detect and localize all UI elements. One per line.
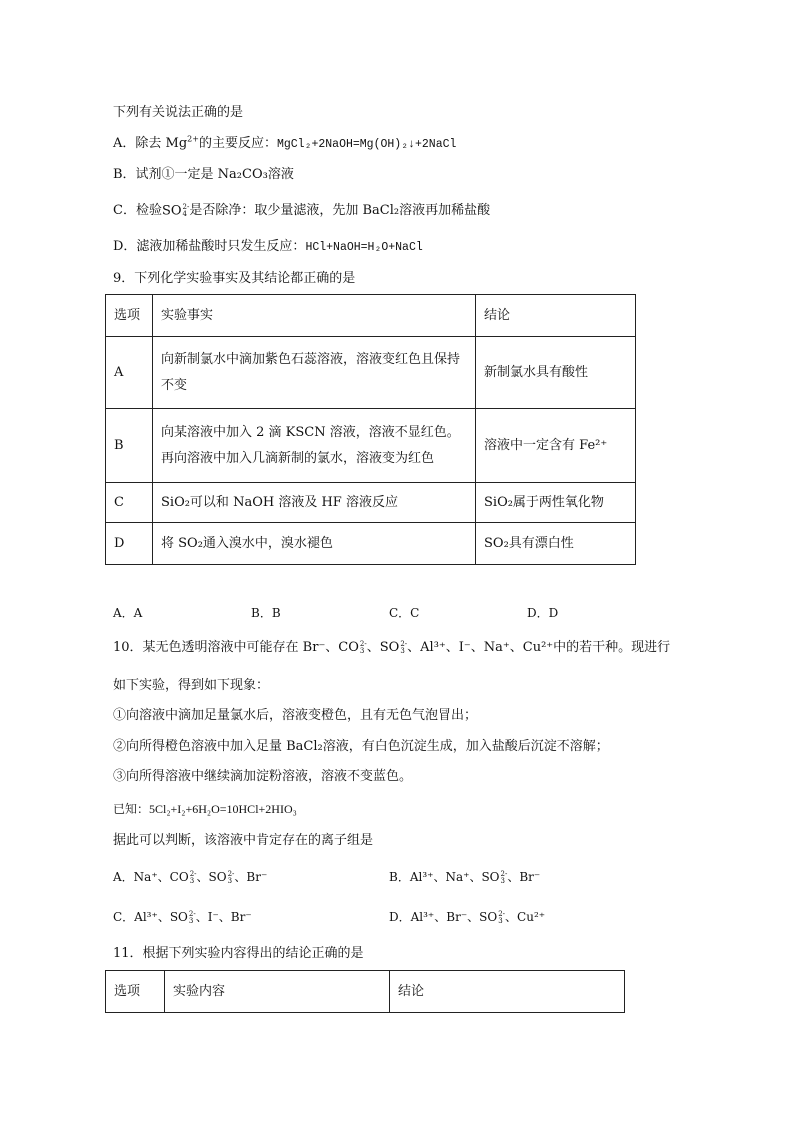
q8-option-b: B．试剂①一定是 Na₂CO₃溶液	[113, 167, 294, 182]
table-header: 选项	[106, 295, 153, 337]
table-header: 结论	[390, 971, 625, 1013]
q10-step-1: ①向溶液中滴加足量氯水后，溶液变橙色，且有无色气泡冒出；	[113, 708, 478, 723]
q9-option-a: A．A	[113, 606, 143, 620]
q11-table	[105, 970, 625, 1013]
q8-option-a: A．除去 $Mg^{2+}$的主要反应：MgCl₂+2NaOH=Mg(OH)₂↓+2NaCl	[113, 134, 457, 151]
table-cell: 将 SO₂通入溴水中，溴水褪色	[153, 523, 476, 565]
q10-option-c: C．Al³⁺、SO 2- 3 、I⁻、Br⁻	[113, 909, 252, 925]
q10-step-2: ②向所得橙色溶液中加入足量 BaCl₂溶液，有白色沉淀生成，加入盐酸后沉淀不溶解；	[113, 739, 609, 754]
table-header: 实验内容	[165, 971, 390, 1013]
q9-stem: 9．下列化学实验事实及其结论都正确的是	[113, 271, 356, 286]
table-row	[106, 337, 636, 409]
q9-option-c: C．C	[389, 606, 420, 620]
table-row	[106, 409, 636, 483]
q8-option-c: C．检验SO 2- 4 是否除净：取少量滤液，先加 BaCl₂溶液再加稀盐酸	[113, 202, 491, 218]
table-header: 实验事实	[153, 295, 476, 337]
table-header: 选项	[106, 971, 165, 1013]
table-cell: 向某溶液中加入 2 滴 KSCN 溶液，溶液不显红色。再向溶液中加入几滴新制的氯水，溶液变为红色	[153, 409, 476, 483]
q8-option-d: D．滤液加稀盐酸时只发生反应：HCl+NaOH=H₂O+NaCl	[113, 239, 423, 254]
q10-option-b: B．Al³⁺、Na⁺、SO 2- 3 、Br⁻	[389, 869, 541, 885]
table-row	[106, 523, 636, 565]
q10-option-d: D．Al³⁺、Br⁻、SO 2- 3 、Cu²⁺	[389, 909, 546, 925]
table-cell: SiO₂可以和 NaOH 溶液及 HF 溶液反应	[153, 483, 476, 523]
q10-known: 已知：5Cl₂+I₂+6H₂O=10HCl+2HIO₃	[113, 802, 297, 816]
table-cell: C	[106, 483, 153, 523]
q9-table	[105, 294, 636, 565]
q10-option-a: A．Na⁺、CO 2- 3 、SO 2- 3 、Br⁻	[113, 869, 268, 885]
q10-ask: 据此可以判断，该溶液中肯定存在的离子组是	[113, 833, 374, 848]
table-cell: D	[106, 523, 153, 565]
q10-step-3: ③向所得溶液中继续滴加淀粉溶液，溶液不变蓝色。	[113, 769, 413, 784]
table-header: 结论	[476, 295, 636, 337]
q9-option-d: D．D	[527, 606, 559, 620]
q10-stem: 10．某无色透明溶液中可能存在 Br⁻、CO 2- 3 、SO 2- 3 、Al³⁺、I⁻、Na⁺、Cu²⁺中的若干种。现进行	[113, 639, 671, 655]
q9-option-b: B．B	[251, 606, 281, 620]
table-cell: 向新制氯水中滴加紫色石蕊溶液，溶液变红色且保持不变	[153, 337, 476, 409]
q8-stem: 下列有关说法正确的是	[113, 105, 244, 120]
table-cell: B	[106, 409, 153, 483]
table-cell: SO₂具有漂白性	[476, 523, 636, 565]
table-row	[106, 483, 636, 523]
table-cell: 溶液中一定含有 Fe²⁺	[476, 409, 636, 483]
table-cell: A	[106, 337, 153, 409]
table-cell: 新制氯水具有酸性	[476, 337, 636, 409]
q11-stem: 11．根据下列实验内容得出的结论正确的是	[113, 946, 364, 961]
q10-stem-2: 如下实验，得到如下现象：	[113, 678, 270, 693]
table-cell: SiO₂属于两性氧化物	[476, 483, 636, 523]
